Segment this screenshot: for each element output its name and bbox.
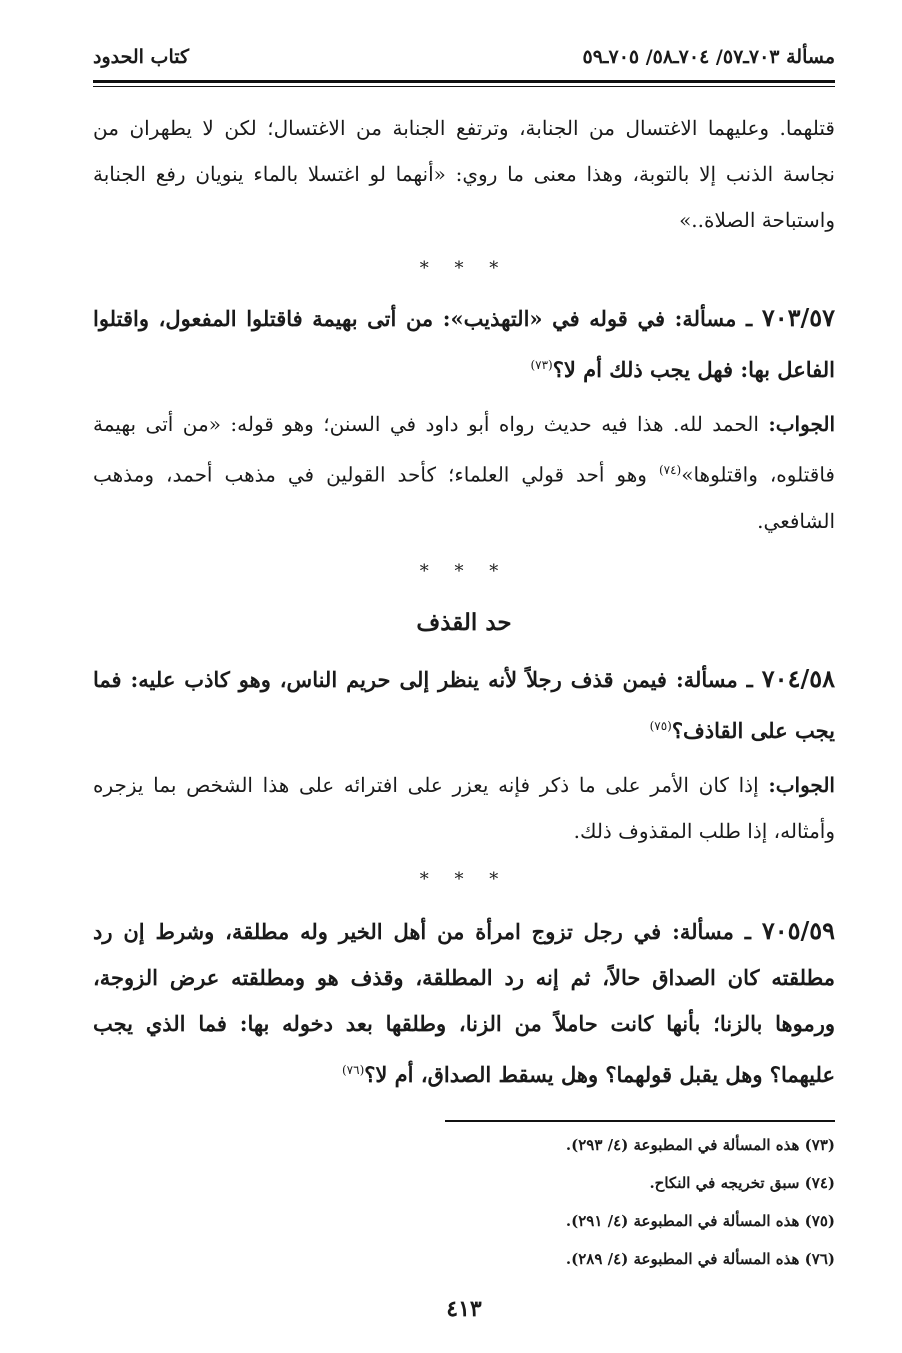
book-page (93, 40, 835, 1330)
header-chapter-title: كتاب الحدود (93, 46, 190, 68)
question-number: ٧٠٤/٥٨ (761, 663, 835, 693)
footnote-73: (٧٣) هذه المسألة في المطبوعة (٤/ ٢٩٣). (565, 1135, 835, 1154)
footnotes (93, 1126, 835, 1278)
section-title: حد القذف (416, 608, 512, 636)
header-issue-range: مسألة ٧٠٣ـ٥٧/ ٧٠٤ـ٥٨/ ٧٠٥ـ٥٩ (582, 46, 835, 68)
question-704 (93, 656, 835, 754)
footnote-75: (٧٥) هذه المسألة في المطبوعة (٤/ ٢٩١). (565, 1211, 835, 1230)
intro-paragraph: قتلهما. وعليهما الاغتسال من الجنابة، وترتفع الجنابة من الاغتسال؛ لكن لا يطهران من نجاسة الذنب إلا بالتوبة، وهذا معنى ما روي: «أنهما لو اغتسلا بالماء ينويان رفع الجنابة واستباحة الصلاة..» (93, 116, 835, 232)
answer-704 (93, 762, 835, 854)
answer-label: الجواب: (768, 772, 835, 797)
separator-stars: * * * (419, 258, 509, 279)
footnote-ref: (٧٥) (649, 718, 672, 733)
page-number: ٤١٣ (446, 1296, 482, 1322)
question-text: فيمن قذف رجلاً لأنه ينظر إلى حريم الناس، وهو كاذب عليه: فما يجب على القاذف؟ (93, 666, 835, 743)
answer-703 (93, 401, 835, 544)
answer-text: إذا كان الأمر على ما ذكر فإنه يعزر على افترائه على هذا الشخص بما يزجره وأمثاله، إذا طلب المقذوف ذلك. (93, 772, 835, 843)
separator-stars: * * * (419, 868, 509, 890)
question-text: في قوله في «التهذيب»: من أتى بهيمة فاقتلوا المفعول، واقتلوا الفاعل بها: فهل يجب ذلك أم لا؟ (93, 306, 835, 382)
separator-stars: * * * (419, 560, 509, 582)
answer-text: الحمد لله. هذا فيه حديث رواه أبو داود في السنن؛ وهو قوله: «من أتى بهيمة فاقتلوه، واقتلوها» (93, 412, 835, 487)
running-header (93, 40, 835, 74)
question-703 (93, 295, 835, 393)
question-text: في رجل تزوج امرأة من أهل الخير وله مطلقة، وشرط إن رد مطلقته كان الصداق حالاً، ثم إنه رد المطلقة، وقذف هو ومطلقته عرض الزوجة، ورموها بالزنا؛ بأنها كانت حاملاً من الزنا، وطلقها بعد دخوله بها: فما الذي يجب عليهما؟ وهل يقبل قولهما؟ وهل يسقط الصداق، أم لا؟ (93, 918, 835, 1087)
footnote-ref: (٧٣) (530, 358, 553, 372)
header-rule-thick (93, 80, 835, 83)
question-number: ٧٠٣/٥٧ (761, 303, 836, 332)
footnote-74: (٧٤) سبق تخريجه في النكاح. (649, 1173, 835, 1192)
question-label: ـ مسألة: (675, 666, 753, 692)
footnote-ref: (٧٤) (658, 463, 682, 477)
answer-label: الجواب: (768, 412, 836, 436)
footnote-76: (٧٦) هذه المسألة في المطبوعة (٤/ ٢٨٩). (565, 1249, 835, 1268)
question-number: ٧٠٥/٥٩ (761, 915, 836, 945)
question-705 (93, 908, 835, 1098)
footnote-ref: (٧٦) (341, 1062, 365, 1077)
question-label: ـ مسألة: (674, 306, 753, 331)
question-label: ـ مسألة: (672, 918, 751, 944)
answer-text-cont: وهو أحد قولي العلماء؛ كأحد القولين في مذهب أحمد، ومذهب الشافعي. (93, 462, 835, 533)
